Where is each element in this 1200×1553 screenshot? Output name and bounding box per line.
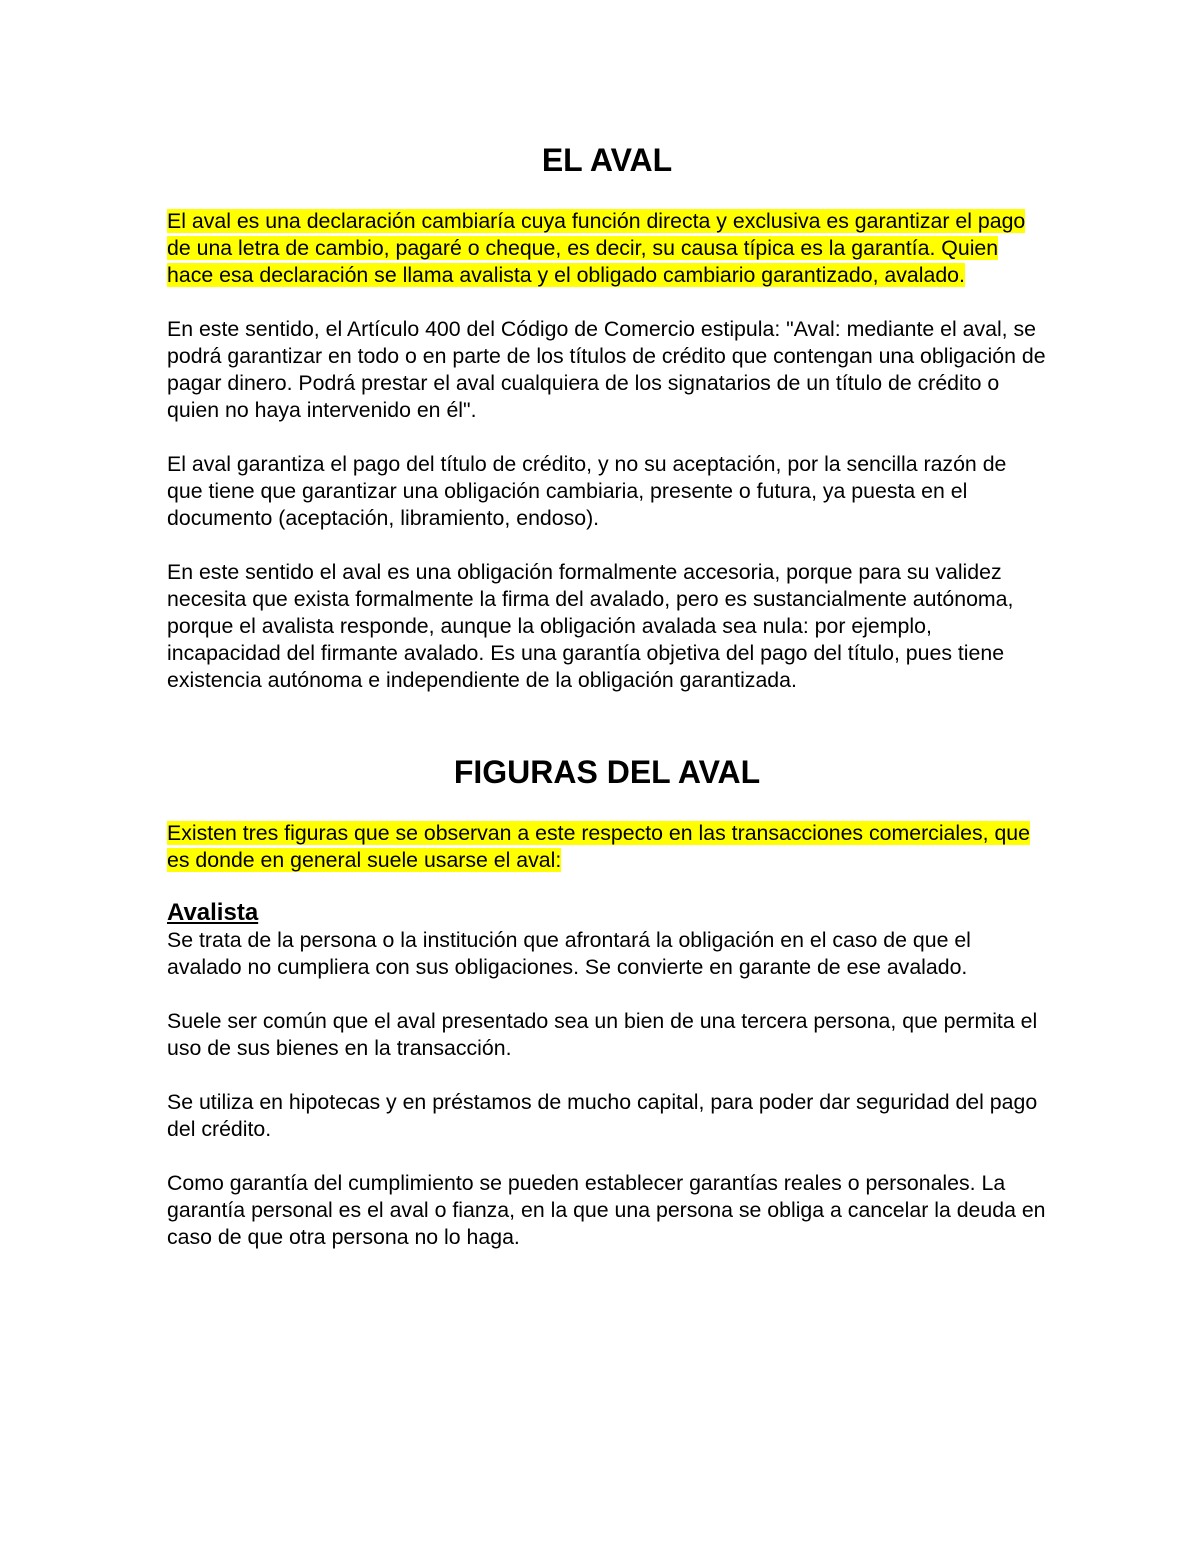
paragraph-obligacion-accesoria: En este sentido el aval es una obligación formalmente accesoria, porque para su validez necesita que exista formalmente la firma del avalado, pero es sustancialmente autónoma, porque el avalista responde, aunque la obligación avalada sea nula: por ejemplo, incapacidad del firmante avalado. Es una garantía objetiva del pago del título, pues tiene existencia autónoma e independiente de la obligación garantizada.: [167, 560, 1014, 692]
page-title: EL AVAL: [541, 142, 673, 178]
paragraph-hipotecas: Se utiliza en hipotecas y en préstamos de mucho capital, para poder dar seguridad del pago del crédito.: [167, 1090, 1038, 1141]
paragraph-articulo-400: En este sentido, el Artículo 400 del Código de Comercio estipula: "Aval: mediante el aval, se podrá garantizar en todo o en parte de los títulos de crédito que contengan una obligación de pagar dinero. Podrá prestar el aval cualquiera de los signatarios de un título de crédito o quien no haya intervenido en él".: [167, 317, 1046, 422]
paragraph-aval-definition: [167, 208, 1047, 289]
section-title: FIGURAS DEL AVAL: [453, 754, 761, 790]
highlighted-text: El aval es una declaración cambiaría cuya función directa y exclusiva es garantizar el pago de una letra de cambio, pagaré o cheque, es decir, su causa típica es la garantía. Quien hace esa declaración se llama avalista y el obligado cambiario garantizado, avalado.: [167, 209, 1026, 287]
paragraph-avalista-definition: Se trata de la persona o la institución que afrontará la obligación en el caso de que el avalado no cumpliera con sus obligaciones. Se convierte en garante de ese avalado.: [167, 928, 971, 979]
paragraph-garantias: Como garantía del cumplimiento se pueden establecer garantías reales o personales. La garantía personal es el aval o fianza, en la que una persona se obliga a cancelar la deuda en caso de que otra persona no lo haga.: [167, 1171, 1046, 1249]
paragraph-garantiza-pago: El aval garantiza el pago del título de crédito, y no su aceptación, por la sencilla razón de que tiene que garantizar una obligación cambiaria, presente o futura, ya puesta en el documento (aceptación, libramiento, endoso).: [167, 452, 1007, 530]
subheading-avalista: Avalista: [167, 899, 259, 926]
paragraph-tercera-persona: Suele ser común que el aval presentado sea un bien de una tercera persona, que permita el uso de sus bienes en la transacción.: [167, 1009, 1038, 1060]
document-page: [167, 140, 1047, 1251]
highlighted-text: Existen tres figuras que se observan a este respecto en las transacciones comerciales, que es donde en general suele usarse el aval:: [167, 821, 1030, 872]
paragraph-tres-figuras: [167, 820, 1047, 874]
